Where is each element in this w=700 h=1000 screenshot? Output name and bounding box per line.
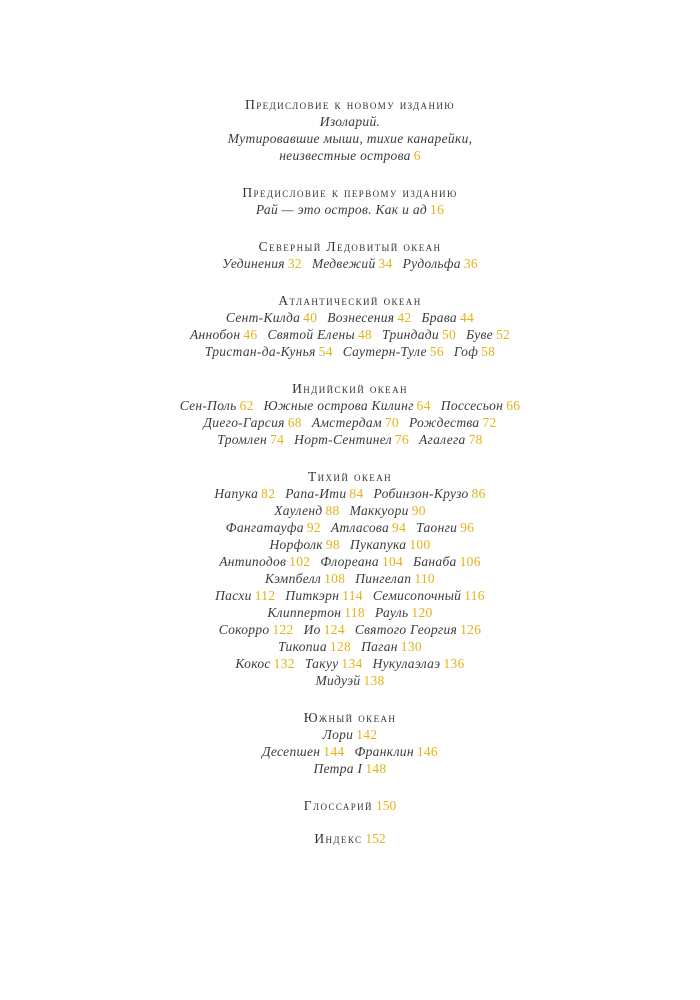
entry-title: Такуу	[304, 656, 339, 671]
page-number: 92	[306, 520, 321, 535]
toc-line	[0, 760, 700, 777]
toc-section	[0, 184, 700, 218]
toc-entry[interactable]	[267, 327, 372, 342]
toc-entry[interactable]	[270, 537, 340, 552]
page-number: 72	[482, 415, 497, 430]
toc-entry[interactable]	[320, 114, 380, 129]
toc-entry[interactable]	[419, 432, 483, 447]
toc-line	[0, 343, 700, 360]
toc-section	[0, 238, 700, 272]
page-number: 112	[254, 588, 276, 603]
entry-title: Рапа-Ити	[285, 486, 347, 501]
section-heading[interactable]	[0, 96, 700, 113]
page-number: 32	[287, 256, 302, 271]
entry-title: Саутерн-Туле	[342, 344, 427, 359]
entry-title: Пингелап	[355, 571, 412, 586]
page-number: 126	[460, 622, 482, 637]
toc-line	[0, 553, 700, 570]
entry-title: Пукапука	[349, 537, 407, 552]
section-heading-title: Северный Ледовитый океан	[258, 239, 442, 254]
entry-title: Тромлен	[217, 432, 268, 447]
toc-line	[0, 147, 700, 164]
section-heading-title: Южный океан	[303, 710, 397, 725]
section-heading-title: Индекс	[314, 831, 363, 846]
entry-title: Флореана	[320, 554, 379, 569]
toc-entry[interactable]	[466, 327, 510, 342]
toc-entry[interactable]	[262, 744, 344, 759]
entry-title: Ио	[303, 622, 321, 637]
entry-title: Десепшен	[262, 744, 321, 759]
entry-title: Паган	[361, 639, 398, 654]
toc-entry[interactable]	[416, 520, 474, 535]
page-number: 122	[272, 622, 294, 637]
entry-title: Тристан-да-Кунья	[204, 344, 316, 359]
entry-title: неизвестные острова	[279, 148, 411, 163]
toc-entry[interactable]	[226, 310, 317, 325]
toc-entry[interactable]	[190, 327, 257, 342]
toc-entry[interactable]	[421, 310, 474, 325]
toc-entry[interactable]	[205, 344, 333, 359]
entry-title: Семисопочный	[372, 588, 462, 603]
page-number: 134	[341, 656, 363, 671]
page-number: 86	[471, 486, 486, 501]
entry-title: Южные острова Килинг	[263, 398, 414, 413]
toc-entry[interactable]	[350, 537, 431, 552]
page-number: 90	[411, 503, 426, 518]
toc-entry[interactable]	[312, 415, 399, 430]
entry-title: Пасхи	[215, 588, 252, 603]
toc-entry[interactable]	[222, 256, 302, 271]
entry-title: Аннобон	[189, 327, 241, 342]
section-heading-title: Атлантический океан	[278, 293, 422, 308]
toc-line	[0, 485, 700, 502]
entry-title: Петра I	[313, 761, 363, 776]
entry-title: Сент-Килда	[225, 310, 301, 325]
toc-line	[0, 726, 700, 743]
page-number: 142	[356, 727, 378, 742]
entry-title: Святой Елены	[267, 327, 355, 342]
page-number: 152	[365, 831, 386, 846]
page-number: 104	[381, 554, 404, 569]
page-number: 84	[349, 486, 364, 501]
section-heading-title: Предисловие к новому изданию	[245, 97, 455, 112]
section-heading[interactable]	[0, 468, 700, 485]
entry-title: Сен-Поль	[179, 398, 237, 413]
page-number: 34	[378, 256, 393, 271]
page-number: 44	[459, 310, 475, 325]
toc-line	[0, 570, 700, 587]
page-number: 94	[392, 520, 407, 535]
entry-title: Напука	[214, 486, 259, 501]
toc-line	[0, 638, 700, 655]
page-number: 50	[441, 327, 457, 342]
entry-title: Атласова	[330, 520, 390, 535]
toc-entry[interactable]	[267, 605, 365, 620]
toc-line	[0, 604, 700, 621]
toc-entry[interactable]	[355, 571, 435, 586]
toc-section	[0, 468, 700, 689]
toc-entry[interactable]	[361, 639, 422, 654]
entry-title: Агалега	[419, 432, 466, 447]
entry-title: Поссесьон	[440, 398, 504, 413]
toc-section	[0, 709, 700, 777]
page-number: 76	[394, 432, 410, 447]
toc-entry[interactable]	[374, 486, 486, 501]
page-number: 116	[464, 588, 485, 603]
page-number: 36	[463, 256, 478, 271]
toc-entry[interactable]	[219, 622, 294, 637]
toc-entry[interactable]	[235, 656, 294, 671]
page-number: 42	[397, 310, 412, 325]
toc-line	[0, 655, 700, 672]
toc-entry[interactable]	[294, 432, 409, 447]
page-number: 46	[243, 327, 258, 342]
entry-title: Вознесения	[327, 310, 395, 325]
section-heading-title: Предисловие к первому изданию	[242, 185, 458, 200]
toc-entry[interactable]	[315, 673, 384, 688]
page-number: 150	[375, 798, 397, 813]
toc-line	[0, 502, 700, 519]
page-number: 124	[323, 622, 345, 637]
page-number: 88	[325, 503, 340, 518]
section-heading-title: Тихий океан	[307, 469, 393, 484]
toc-entry[interactable]	[285, 588, 363, 603]
toc-entry[interactable]	[375, 605, 433, 620]
page-number: 146	[416, 744, 438, 759]
page-number: 70	[384, 415, 399, 430]
section-heading[interactable]	[0, 797, 700, 814]
toc-section	[0, 797, 700, 814]
entry-title: Норфолк	[269, 537, 323, 552]
toc-entry[interactable]	[304, 622, 345, 637]
toc-entry[interactable]	[312, 256, 393, 271]
toc-entry[interactable]	[265, 571, 345, 586]
entry-title: Норт-Сентинел	[294, 432, 392, 447]
toc-entry[interactable]	[454, 344, 495, 359]
entry-title: Робинзон-Крузо	[373, 486, 469, 501]
toc-entry[interactable]	[373, 656, 465, 671]
toc-entry[interactable]	[285, 486, 363, 501]
entry-title: Клиппертон	[267, 605, 342, 620]
toc-line	[0, 414, 700, 431]
entry-title: Фангатауфа	[225, 520, 304, 535]
toc-line	[0, 672, 700, 689]
page-number: 64	[416, 398, 431, 413]
page-number: 108	[324, 571, 346, 586]
page-number: 62	[239, 398, 254, 413]
page-number: 66	[506, 398, 521, 413]
toc-line	[0, 519, 700, 536]
toc-entry[interactable]	[274, 503, 339, 518]
entry-title: Буве	[466, 327, 493, 342]
toc-entry[interactable]	[441, 398, 521, 413]
toc-line	[0, 326, 700, 343]
section-heading-title: Индийский океан	[292, 381, 408, 396]
entry-title: Маккуори	[349, 503, 409, 518]
page-number: 68	[287, 415, 302, 430]
entry-title: Святого Георгия	[354, 622, 458, 637]
entry-title: Нукулаэлаэ	[372, 656, 441, 671]
entry-title: Антиподов	[219, 554, 287, 569]
entry-title: Медвежий	[311, 256, 376, 271]
page-number: 98	[325, 537, 340, 552]
toc-entry[interactable]	[278, 639, 351, 654]
entry-title: Амстердам	[311, 415, 382, 430]
entry-title: Рождества	[408, 415, 480, 430]
toc-entry[interactable]	[355, 622, 481, 637]
entry-title: Франклин	[354, 744, 414, 759]
toc-entry[interactable]	[217, 432, 284, 447]
entry-title: Таонги	[416, 520, 458, 535]
entry-title: Лори	[322, 727, 354, 742]
toc-entry[interactable]	[228, 131, 473, 146]
entry-title: Мидуэй	[315, 673, 361, 688]
entry-title: Хауленд	[274, 503, 323, 518]
toc-section	[0, 292, 700, 360]
entry-title: Изоларий.	[319, 114, 381, 129]
page-number: 144	[323, 744, 345, 759]
section-heading-title: Глоссарий	[303, 798, 373, 813]
toc-entry[interactable]	[331, 520, 406, 535]
entry-title: Питкэрн	[285, 588, 340, 603]
toc-line	[0, 431, 700, 448]
page-number: 48	[357, 327, 373, 342]
toc-entry[interactable]	[203, 415, 301, 430]
toc-entry[interactable]	[350, 503, 426, 518]
page-number: 100	[409, 537, 431, 552]
page-number: 114	[342, 588, 363, 603]
entry-title: Банаба	[413, 554, 457, 569]
toc-entry[interactable]	[409, 415, 497, 430]
page-number: 6	[413, 148, 421, 163]
page-number: 128	[329, 639, 352, 654]
toc-line	[0, 113, 700, 130]
toc-section	[0, 380, 700, 448]
toc-entry[interactable]	[180, 398, 254, 413]
toc-entry[interactable]	[226, 520, 321, 535]
entry-title: Рай — это остров. Как и ад	[255, 202, 428, 217]
toc-line	[0, 587, 700, 604]
page-number: 16	[430, 202, 445, 217]
page-number: 130	[400, 639, 422, 654]
page-number: 102	[289, 554, 311, 569]
toc-entry[interactable]	[327, 310, 411, 325]
toc-entry[interactable]	[320, 554, 403, 569]
toc-line	[0, 201, 700, 218]
page-number: 82	[261, 486, 276, 501]
toc-entry[interactable]	[323, 727, 378, 742]
toc-entry[interactable]	[214, 486, 275, 501]
section-heading[interactable]	[0, 830, 700, 847]
toc-entry[interactable]	[279, 148, 421, 163]
page-number: 120	[411, 605, 433, 620]
section-heading[interactable]	[0, 380, 700, 397]
toc-entry[interactable]	[219, 554, 310, 569]
toc-entry[interactable]	[215, 588, 275, 603]
entry-title: Диего-Гарсия	[203, 415, 285, 430]
page-number: 74	[270, 432, 285, 447]
toc-entry[interactable]	[314, 761, 387, 776]
page-number: 136	[443, 656, 465, 671]
page-number: 96	[460, 520, 475, 535]
toc-entry[interactable]	[264, 398, 431, 413]
toc-entry[interactable]	[354, 744, 438, 759]
toc-entry[interactable]	[343, 344, 444, 359]
entry-title: Уединения	[222, 256, 285, 271]
entry-title: Рауль	[374, 605, 409, 620]
toc-line	[0, 397, 700, 414]
page-number: 58	[481, 344, 496, 359]
toc-section	[0, 96, 700, 164]
entry-title: Триндади	[382, 327, 439, 342]
entry-title: Кэмпбелл	[265, 571, 322, 586]
toc-line	[0, 130, 700, 147]
section-heading[interactable]	[0, 292, 700, 309]
toc-line	[0, 309, 700, 326]
toc-entry[interactable]	[373, 588, 485, 603]
toc-entry[interactable]	[413, 554, 481, 569]
entry-title: Брава	[421, 310, 457, 325]
page-number: 40	[303, 310, 318, 325]
toc-entry[interactable]	[256, 202, 444, 217]
entry-title: Гоф	[453, 344, 479, 359]
toc-line	[0, 536, 700, 553]
entry-title: Кокос	[235, 656, 271, 671]
page-number: 56	[429, 344, 444, 359]
entry-title: Сокорро	[218, 622, 270, 637]
toc-line	[0, 743, 700, 760]
page-number: 106	[459, 554, 481, 569]
page-number: 110	[414, 571, 435, 586]
toc-entry[interactable]	[305, 656, 363, 671]
entry-title: Рудольфа	[402, 256, 461, 271]
table-of-contents	[0, 96, 700, 863]
section-heading[interactable]	[0, 238, 700, 255]
entry-title: Тикопиа	[278, 639, 327, 654]
page-number: 78	[468, 432, 483, 447]
section-heading[interactable]	[0, 709, 700, 726]
page-number: 118	[344, 605, 365, 620]
entry-title: Мутировавшие мыши, тихие канарейки,	[227, 131, 473, 146]
page-number: 54	[318, 344, 333, 359]
toc-line	[0, 255, 700, 272]
toc-entry[interactable]	[403, 256, 478, 271]
page-number: 52	[495, 327, 511, 342]
toc-entry[interactable]	[382, 327, 456, 342]
page-number: 132	[273, 656, 295, 671]
section-heading[interactable]	[0, 184, 700, 201]
toc-section	[0, 830, 700, 847]
page-number: 148	[365, 761, 387, 776]
page-number: 138	[363, 673, 385, 688]
toc-line	[0, 621, 700, 638]
